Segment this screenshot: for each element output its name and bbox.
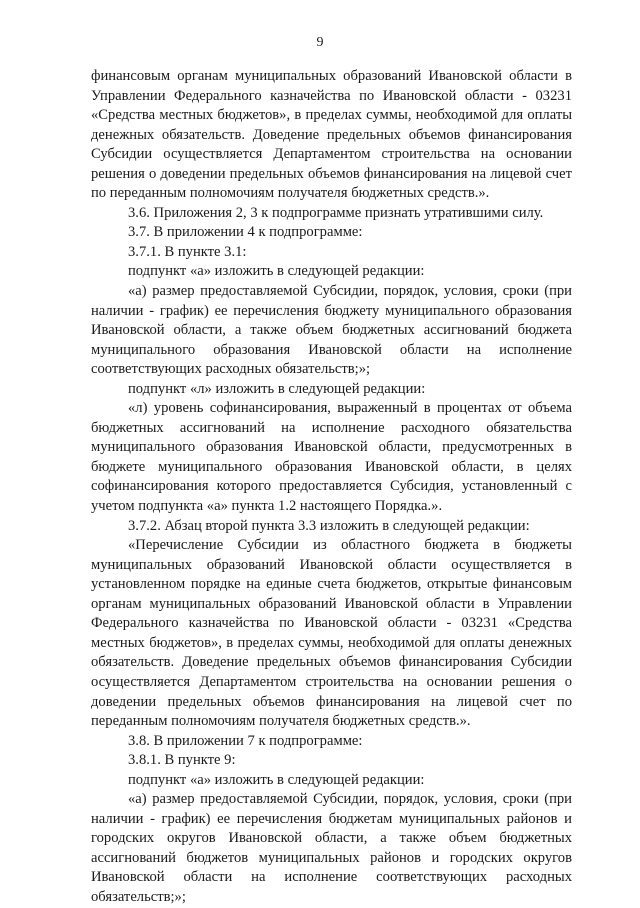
paragraph: «л) уровень софинансирования, выраженный в процентах от объема бюджетных ассигнований на исполнение расходного обязательства муниципального образования Ивановской области, предусмотренных в бюджете муниципального образования Ивановской области, в целях софинансирования которого предоставляется Субсидия, установленный с учетом подпункта «а» пункта 1.2 настоящего Порядка.». xyxy=(91,400,572,515)
paragraph: 3.8.1. В пункте 9: xyxy=(128,752,236,769)
page-number: 9 xyxy=(316,35,324,50)
paragraph: 3.8. В приложении 7 к подпрограмме: xyxy=(128,732,363,749)
paragraph: подпункт «а» изложить в следующей редакции: xyxy=(128,263,425,280)
paragraph: подпункт «а» изложить в следующей редакции: xyxy=(128,771,425,788)
paragraph: 3.7.1. В пункте 3.1: xyxy=(128,243,247,260)
paragraph: 3.7.2. Абзац второй пункта 3.3 изложить в следующей редакции: xyxy=(128,517,530,534)
paragraph: 3.6. Приложения 2, 3 к подпрограмме признать утратившими силу. xyxy=(128,204,544,221)
document-body xyxy=(91,67,572,908)
paragraph: «Перечисление Субсидии из областного бюджета в бюджеты муниципальных образований Ивановской области осуществляется в установленном порядке на единые счета бюджетов, открытые финансовым органам муниципальных образований Ивановской области в Управлении Федерального казначейства по Ивановской области - 03231 «Средства местных бюджетов», в пределах суммы, необходимой для оплаты денежных обязательств. Доведение предельных объемов финансирования Субсидии осуществляется Департаментом строительства на основании решения о доведении предельных объемов финансирования на лицевой счет по переданным полномочиям получателя бюджетных средств.». xyxy=(91,537,572,730)
paragraph: «а) размер предоставляемой Субсидии, порядок, условия, сроки (при наличии - график) ее перечисления бюджету муниципального образования Ивановской области, а также объем бюджетных ассигнований бюджета муниципального образования Ивановской области на исполнение соответствующих расходных обязательств;»; xyxy=(91,283,572,378)
paragraph: 3.7. В приложении 4 к подпрограмме: xyxy=(128,224,363,241)
paragraph: подпункт «л» изложить в следующей редакции: xyxy=(128,380,426,397)
paragraph: финансовым органам муниципальных образований Ивановской области в Управлении Федерального казначейства по Ивановской области - 03231 «Средства местных бюджетов», в пределах суммы, необходимой для оплаты денежных обязательств. Доведение предельных объемов финансирования Субсидии осуществляется Департаментом строительства на основании решения о доведении предельных объемов финансирования на лицевой счет по переданным полномочиям получателя бюджетных средств.». xyxy=(91,68,572,202)
paragraph: «а) размер предоставляемой Субсидии, порядок, условия, сроки (при наличии - график) ее перечисления бюджетам муниципальных районов и городских округов Ивановской области, а также объем бюджетных ассигнований бюджетов муниципальных районов и городских округов Ивановской области на исполнение соответствующих расходных обязательств;»; xyxy=(91,791,572,905)
